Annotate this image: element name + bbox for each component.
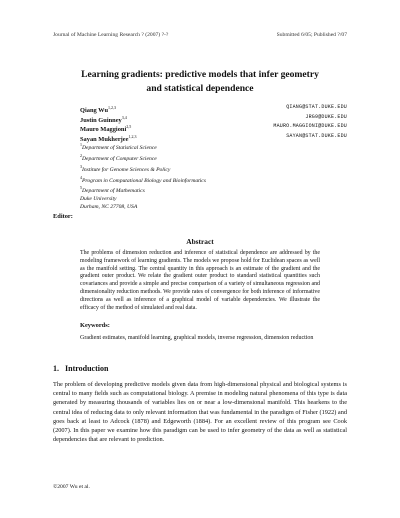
section-number: 1. [53, 364, 59, 373]
affiliation-line: $^1$Department of Statistical Science [80, 142, 157, 151]
running-header [53, 32, 347, 38]
keywords-text: Gradient estimates, manifold learning, graphical models, inverse regression, dimension reduction [80, 335, 314, 341]
affiliation-line: $^4$Program in Computational Biology and Bioinformatics [80, 174, 206, 184]
affiliation-line: $^2$Department of Computer Science [80, 152, 157, 162]
title-line: and statistical dependence [146, 83, 254, 94]
author-name: Mauro Maggioni$^{2,5}$ [80, 124, 132, 134]
author-email: JRG9@DUKE.EDU [305, 113, 347, 120]
editor-label: Editor: [53, 213, 73, 220]
section-title: Introduction [65, 364, 109, 373]
author-row [80, 103, 347, 113]
affiliation-line: $^5$Department of Mathematics [80, 185, 145, 195]
author-affil-marker: 2,5 [126, 124, 132, 129]
affiliation-line: Durham, NC 27708, USA [80, 204, 138, 211]
author-name: Qiang Wu$^{1,2,3}$ [80, 105, 117, 115]
affiliation-line: $^3$Institute for Genome Sciences & Policy [80, 163, 171, 173]
section-heading [53, 364, 108, 373]
author-row [80, 113, 347, 123]
journal-info: Journal of Machine Learning Research ? (2007) ?-? [53, 32, 169, 38]
abstract-text: The problems of dimension reduction and inference of statistical dependence are addressed by the modeling framework of learning gradients. The models we propose hold for Euclidean spaces as well as the manifold setting. The central quantity in this approach is an estimate of the gradient and the gradient outer product. We relate the gradient outer product to standard statistical quantities such covariances and provide a simple and precise comparison of a variety of simultaneous regression and dimensionality reduction methods. We provide rates of convergence for both inference of informative directions as well as inference of a graphical model of variable dependencies. We illustrate the efficacy of the method of simulated and real data. [80, 250, 320, 311]
submission-info: Submitted 6/05; Published ?/07 [276, 32, 347, 38]
introduction-text: The problem of developing predictive models given data from high-dimensional physical and biological systems is central to many fields such as computational biology. A premise in modeling natural phenomena of this type is data generated by measuring thousands of variables lies on or near a low-dimensional manifold. This hearkens to the central idea of reducing data to only relevant information that was fundamental in the paradigm of Fisher (1922) and goes back at least to Adcock (1878) and Edgeworth (1884). For an excellent review of this program see Cook (2007). In this paper we examine how this paradigm can be used to infer geometry of the data as well as statistical dependencies that are relevant to prediction. [53, 381, 347, 444]
paper-title [40, 68, 360, 96]
author-row [80, 132, 347, 142]
title-line: Learning gradients: predictive models that infer geometry [81, 69, 319, 80]
author-email: MAURO.MAGGIONI@DUKE.EDU [273, 123, 347, 129]
affiliation-line: Duke University [80, 196, 117, 203]
author-row [80, 122, 347, 132]
author-affil-marker: 1,2,3 [128, 133, 137, 139]
author-name: Sayan Mukherjee$^{1,2,3}$ [80, 133, 137, 143]
author-email: SAYAN@STAT.DUKE.EDU [286, 132, 347, 139]
author-affil-marker: 3,4 [121, 114, 127, 120]
affiliation-list [80, 141, 347, 211]
author-email: QIANG@STAT.DUKE.EDU [286, 104, 347, 110]
abstract-heading: Abstract [186, 237, 214, 246]
author-list [80, 103, 347, 141]
keywords-heading: Keywords: [80, 322, 110, 329]
author-affil-marker: 1,2,3 [108, 105, 117, 110]
author-name: Justin Guinney$^{3,4}$ [80, 114, 127, 124]
copyright-footer: ©2007 Wu et al. [53, 484, 90, 490]
